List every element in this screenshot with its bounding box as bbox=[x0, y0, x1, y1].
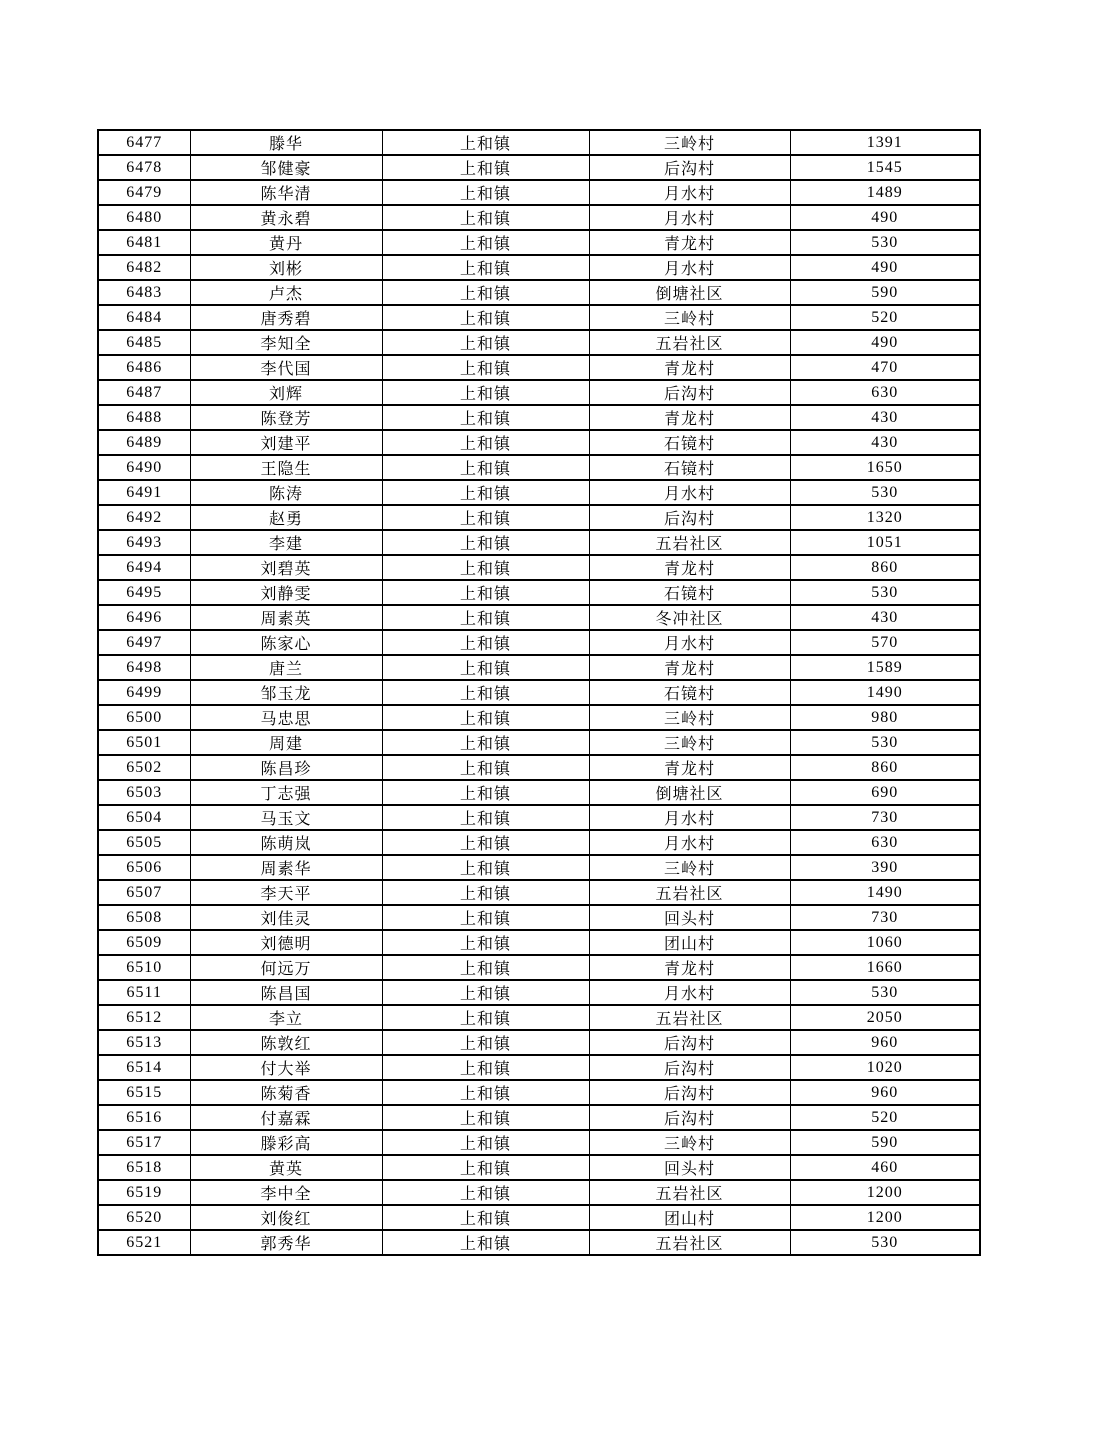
cell-village: 后沟村 bbox=[589, 1080, 790, 1105]
table-row bbox=[98, 130, 980, 155]
cell-name: 陈家心 bbox=[190, 630, 382, 655]
table-row bbox=[98, 780, 980, 805]
cell-village: 月水村 bbox=[589, 805, 790, 830]
table-row bbox=[98, 1155, 980, 1180]
table-row bbox=[98, 1205, 980, 1230]
cell-name: 陈登芳 bbox=[190, 405, 382, 430]
cell-name: 陈菊香 bbox=[190, 1080, 382, 1105]
cell-name: 刘碧英 bbox=[190, 555, 382, 580]
table-row bbox=[98, 880, 980, 905]
cell-amount: 690 bbox=[790, 780, 980, 805]
cell-village: 青龙村 bbox=[589, 955, 790, 980]
cell-village: 青龙村 bbox=[589, 355, 790, 380]
cell-town: 上和镇 bbox=[382, 530, 589, 555]
cell-village: 冬冲社区 bbox=[589, 605, 790, 630]
cell-amount: 960 bbox=[790, 1080, 980, 1105]
cell-town: 上和镇 bbox=[382, 555, 589, 580]
cell-serial-no: 6513 bbox=[98, 1030, 190, 1055]
cell-name: 丁志强 bbox=[190, 780, 382, 805]
cell-village: 三岭村 bbox=[589, 130, 790, 155]
cell-serial-no: 6498 bbox=[98, 655, 190, 680]
cell-town: 上和镇 bbox=[382, 730, 589, 755]
cell-name: 刘彬 bbox=[190, 255, 382, 280]
table-row bbox=[98, 155, 980, 180]
cell-name: 周建 bbox=[190, 730, 382, 755]
cell-town: 上和镇 bbox=[382, 830, 589, 855]
cell-town: 上和镇 bbox=[382, 280, 589, 305]
cell-serial-no: 6505 bbox=[98, 830, 190, 855]
cell-name: 陈涛 bbox=[190, 480, 382, 505]
cell-village: 石镜村 bbox=[589, 680, 790, 705]
cell-serial-no: 6484 bbox=[98, 305, 190, 330]
cell-amount: 530 bbox=[790, 730, 980, 755]
cell-town: 上和镇 bbox=[382, 1055, 589, 1080]
cell-town: 上和镇 bbox=[382, 1130, 589, 1155]
cell-amount: 430 bbox=[790, 605, 980, 630]
cell-town: 上和镇 bbox=[382, 1180, 589, 1205]
table-row bbox=[98, 655, 980, 680]
cell-amount: 1051 bbox=[790, 530, 980, 555]
cell-town: 上和镇 bbox=[382, 255, 589, 280]
cell-village: 月水村 bbox=[589, 205, 790, 230]
cell-village: 月水村 bbox=[589, 630, 790, 655]
cell-name: 唐兰 bbox=[190, 655, 382, 680]
cell-amount: 520 bbox=[790, 305, 980, 330]
cell-amount: 1060 bbox=[790, 930, 980, 955]
cell-village: 三岭村 bbox=[589, 705, 790, 730]
table-row bbox=[98, 1130, 980, 1155]
cell-serial-no: 6483 bbox=[98, 280, 190, 305]
cell-serial-no: 6512 bbox=[98, 1005, 190, 1030]
cell-amount: 1391 bbox=[790, 130, 980, 155]
cell-amount: 460 bbox=[790, 1155, 980, 1180]
cell-serial-no: 6492 bbox=[98, 505, 190, 530]
cell-name: 刘辉 bbox=[190, 380, 382, 405]
cell-amount: 980 bbox=[790, 705, 980, 730]
cell-name: 刘俊红 bbox=[190, 1205, 382, 1230]
cell-village: 后沟村 bbox=[589, 1030, 790, 1055]
cell-name: 邹健豪 bbox=[190, 155, 382, 180]
cell-amount: 530 bbox=[790, 1230, 980, 1255]
cell-village: 回头村 bbox=[589, 905, 790, 930]
cell-town: 上和镇 bbox=[382, 205, 589, 230]
cell-serial-no: 6488 bbox=[98, 405, 190, 430]
cell-village: 五岩社区 bbox=[589, 1005, 790, 1030]
table-row bbox=[98, 455, 980, 480]
cell-amount: 1589 bbox=[790, 655, 980, 680]
cell-name: 周素华 bbox=[190, 855, 382, 880]
table-row bbox=[98, 555, 980, 580]
cell-name: 陈敦红 bbox=[190, 1030, 382, 1055]
cell-village: 石镜村 bbox=[589, 580, 790, 605]
cell-amount: 1490 bbox=[790, 880, 980, 905]
cell-town: 上和镇 bbox=[382, 905, 589, 930]
cell-name: 赵勇 bbox=[190, 505, 382, 530]
cell-amount: 1650 bbox=[790, 455, 980, 480]
cell-village: 倒塘社区 bbox=[589, 780, 790, 805]
cell-serial-no: 6493 bbox=[98, 530, 190, 555]
cell-town: 上和镇 bbox=[382, 980, 589, 1005]
cell-name: 陈昌珍 bbox=[190, 755, 382, 780]
cell-amount: 1490 bbox=[790, 680, 980, 705]
cell-name: 陈华清 bbox=[190, 180, 382, 205]
cell-village: 后沟村 bbox=[589, 380, 790, 405]
cell-name: 马玉文 bbox=[190, 805, 382, 830]
cell-amount: 2050 bbox=[790, 1005, 980, 1030]
cell-town: 上和镇 bbox=[382, 755, 589, 780]
cell-name: 李天平 bbox=[190, 880, 382, 905]
cell-serial-no: 6500 bbox=[98, 705, 190, 730]
table-row bbox=[98, 580, 980, 605]
cell-amount: 730 bbox=[790, 905, 980, 930]
cell-village: 月水村 bbox=[589, 255, 790, 280]
table-row bbox=[98, 1230, 980, 1255]
table-row bbox=[98, 480, 980, 505]
cell-village: 三岭村 bbox=[589, 305, 790, 330]
cell-town: 上和镇 bbox=[382, 1005, 589, 1030]
cell-serial-no: 6489 bbox=[98, 430, 190, 455]
cell-town: 上和镇 bbox=[382, 680, 589, 705]
cell-town: 上和镇 bbox=[382, 605, 589, 630]
cell-name: 黄永碧 bbox=[190, 205, 382, 230]
cell-serial-no: 6497 bbox=[98, 630, 190, 655]
cell-name: 李代国 bbox=[190, 355, 382, 380]
cell-amount: 530 bbox=[790, 480, 980, 505]
cell-town: 上和镇 bbox=[382, 1030, 589, 1055]
cell-amount: 730 bbox=[790, 805, 980, 830]
cell-village: 后沟村 bbox=[589, 1055, 790, 1080]
cell-serial-no: 6496 bbox=[98, 605, 190, 630]
cell-village: 后沟村 bbox=[589, 1105, 790, 1130]
cell-village: 五岩社区 bbox=[589, 330, 790, 355]
cell-village: 后沟村 bbox=[589, 155, 790, 180]
cell-name: 周素英 bbox=[190, 605, 382, 630]
cell-amount: 630 bbox=[790, 830, 980, 855]
cell-town: 上和镇 bbox=[382, 305, 589, 330]
cell-name: 刘静雯 bbox=[190, 580, 382, 605]
cell-name: 刘佳灵 bbox=[190, 905, 382, 930]
cell-amount: 1020 bbox=[790, 1055, 980, 1080]
cell-name: 李中全 bbox=[190, 1180, 382, 1205]
cell-name: 王隐生 bbox=[190, 455, 382, 480]
cell-serial-no: 6502 bbox=[98, 755, 190, 780]
cell-amount: 590 bbox=[790, 280, 980, 305]
cell-town: 上和镇 bbox=[382, 130, 589, 155]
cell-serial-no: 6515 bbox=[98, 1080, 190, 1105]
cell-village: 团山村 bbox=[589, 1205, 790, 1230]
cell-name: 李建 bbox=[190, 530, 382, 555]
table-row bbox=[98, 1105, 980, 1130]
cell-village: 回头村 bbox=[589, 1155, 790, 1180]
table-row bbox=[98, 430, 980, 455]
cell-town: 上和镇 bbox=[382, 855, 589, 880]
cell-serial-no: 6511 bbox=[98, 980, 190, 1005]
cell-name: 李立 bbox=[190, 1005, 382, 1030]
cell-serial-no: 6508 bbox=[98, 905, 190, 930]
cell-village: 五岩社区 bbox=[589, 530, 790, 555]
cell-town: 上和镇 bbox=[382, 330, 589, 355]
cell-serial-no: 6518 bbox=[98, 1155, 190, 1180]
cell-name: 滕华 bbox=[190, 130, 382, 155]
cell-amount: 530 bbox=[790, 580, 980, 605]
cell-village: 三岭村 bbox=[589, 1130, 790, 1155]
cell-village: 五岩社区 bbox=[589, 1180, 790, 1205]
cell-town: 上和镇 bbox=[382, 230, 589, 255]
table-row bbox=[98, 855, 980, 880]
cell-village: 月水村 bbox=[589, 480, 790, 505]
cell-amount: 630 bbox=[790, 380, 980, 405]
cell-village: 石镜村 bbox=[589, 430, 790, 455]
cell-town: 上和镇 bbox=[382, 580, 589, 605]
cell-serial-no: 6480 bbox=[98, 205, 190, 230]
cell-town: 上和镇 bbox=[382, 355, 589, 380]
cell-name: 邹玉龙 bbox=[190, 680, 382, 705]
cell-village: 月水村 bbox=[589, 830, 790, 855]
cell-serial-no: 6516 bbox=[98, 1105, 190, 1130]
cell-amount: 960 bbox=[790, 1030, 980, 1055]
table-row bbox=[98, 380, 980, 405]
cell-town: 上和镇 bbox=[382, 155, 589, 180]
cell-amount: 430 bbox=[790, 430, 980, 455]
table-row bbox=[98, 1080, 980, 1105]
table-row bbox=[98, 230, 980, 255]
table-row bbox=[98, 830, 980, 855]
cell-amount: 1545 bbox=[790, 155, 980, 180]
cell-amount: 1489 bbox=[790, 180, 980, 205]
cell-amount: 490 bbox=[790, 330, 980, 355]
records-table bbox=[97, 129, 981, 1256]
cell-serial-no: 6506 bbox=[98, 855, 190, 880]
cell-town: 上和镇 bbox=[382, 1080, 589, 1105]
table-row bbox=[98, 355, 980, 380]
cell-name: 何远万 bbox=[190, 955, 382, 980]
cell-serial-no: 6520 bbox=[98, 1205, 190, 1230]
cell-town: 上和镇 bbox=[382, 455, 589, 480]
table-row bbox=[98, 955, 980, 980]
cell-serial-no: 6479 bbox=[98, 180, 190, 205]
cell-town: 上和镇 bbox=[382, 405, 589, 430]
cell-serial-no: 6517 bbox=[98, 1130, 190, 1155]
table-row bbox=[98, 255, 980, 280]
cell-town: 上和镇 bbox=[382, 705, 589, 730]
cell-serial-no: 6509 bbox=[98, 930, 190, 955]
cell-amount: 860 bbox=[790, 555, 980, 580]
cell-name: 黄丹 bbox=[190, 230, 382, 255]
cell-village: 青龙村 bbox=[589, 230, 790, 255]
cell-name: 刘建平 bbox=[190, 430, 382, 455]
cell-town: 上和镇 bbox=[382, 1155, 589, 1180]
cell-serial-no: 6494 bbox=[98, 555, 190, 580]
cell-serial-no: 6507 bbox=[98, 880, 190, 905]
cell-town: 上和镇 bbox=[382, 955, 589, 980]
cell-name: 卢杰 bbox=[190, 280, 382, 305]
table-row bbox=[98, 1005, 980, 1030]
cell-serial-no: 6486 bbox=[98, 355, 190, 380]
cell-town: 上和镇 bbox=[382, 180, 589, 205]
table-row bbox=[98, 630, 980, 655]
cell-village: 倒塘社区 bbox=[589, 280, 790, 305]
cell-town: 上和镇 bbox=[382, 1205, 589, 1230]
cell-amount: 390 bbox=[790, 855, 980, 880]
cell-serial-no: 6503 bbox=[98, 780, 190, 805]
cell-amount: 490 bbox=[790, 205, 980, 230]
table-row bbox=[98, 205, 980, 230]
table-row bbox=[98, 1030, 980, 1055]
cell-amount: 530 bbox=[790, 230, 980, 255]
cell-amount: 1660 bbox=[790, 955, 980, 980]
cell-serial-no: 6490 bbox=[98, 455, 190, 480]
cell-serial-no: 6485 bbox=[98, 330, 190, 355]
table-row bbox=[98, 705, 980, 730]
table-row bbox=[98, 905, 980, 930]
cell-village: 月水村 bbox=[589, 180, 790, 205]
cell-town: 上和镇 bbox=[382, 505, 589, 530]
cell-amount: 490 bbox=[790, 255, 980, 280]
cell-village: 青龙村 bbox=[589, 555, 790, 580]
cell-amount: 430 bbox=[790, 405, 980, 430]
records-tbody bbox=[98, 130, 980, 1255]
table-row bbox=[98, 930, 980, 955]
cell-serial-no: 6491 bbox=[98, 480, 190, 505]
cell-town: 上和镇 bbox=[382, 430, 589, 455]
cell-village: 三岭村 bbox=[589, 855, 790, 880]
table-row bbox=[98, 305, 980, 330]
cell-name: 马忠思 bbox=[190, 705, 382, 730]
cell-village: 三岭村 bbox=[589, 730, 790, 755]
cell-village: 青龙村 bbox=[589, 655, 790, 680]
cell-village: 青龙村 bbox=[589, 405, 790, 430]
table-row bbox=[98, 180, 980, 205]
cell-village: 五岩社区 bbox=[589, 880, 790, 905]
table-row bbox=[98, 730, 980, 755]
cell-serial-no: 6495 bbox=[98, 580, 190, 605]
cell-serial-no: 6514 bbox=[98, 1055, 190, 1080]
cell-serial-no: 6510 bbox=[98, 955, 190, 980]
cell-name: 付大举 bbox=[190, 1055, 382, 1080]
cell-village: 后沟村 bbox=[589, 505, 790, 530]
cell-town: 上和镇 bbox=[382, 380, 589, 405]
cell-village: 石镜村 bbox=[589, 455, 790, 480]
cell-amount: 860 bbox=[790, 755, 980, 780]
cell-name: 李知全 bbox=[190, 330, 382, 355]
cell-town: 上和镇 bbox=[382, 630, 589, 655]
cell-name: 唐秀碧 bbox=[190, 305, 382, 330]
cell-serial-no: 6478 bbox=[98, 155, 190, 180]
table-row bbox=[98, 280, 980, 305]
table-row bbox=[98, 980, 980, 1005]
cell-serial-no: 6501 bbox=[98, 730, 190, 755]
cell-town: 上和镇 bbox=[382, 1105, 589, 1130]
cell-amount: 1200 bbox=[790, 1180, 980, 1205]
cell-serial-no: 6481 bbox=[98, 230, 190, 255]
cell-name: 郭秀华 bbox=[190, 1230, 382, 1255]
cell-amount: 470 bbox=[790, 355, 980, 380]
cell-serial-no: 6482 bbox=[98, 255, 190, 280]
table-row bbox=[98, 805, 980, 830]
cell-amount: 530 bbox=[790, 980, 980, 1005]
cell-town: 上和镇 bbox=[382, 930, 589, 955]
cell-amount: 570 bbox=[790, 630, 980, 655]
table-row bbox=[98, 1055, 980, 1080]
cell-serial-no: 6487 bbox=[98, 380, 190, 405]
cell-name: 陈萌岚 bbox=[190, 830, 382, 855]
cell-town: 上和镇 bbox=[382, 655, 589, 680]
cell-serial-no: 6504 bbox=[98, 805, 190, 830]
table-row bbox=[98, 1180, 980, 1205]
table-row bbox=[98, 680, 980, 705]
cell-amount: 1320 bbox=[790, 505, 980, 530]
table-row bbox=[98, 530, 980, 555]
cell-serial-no: 6477 bbox=[98, 130, 190, 155]
cell-town: 上和镇 bbox=[382, 780, 589, 805]
table-row bbox=[98, 755, 980, 780]
table-row bbox=[98, 605, 980, 630]
cell-amount: 1200 bbox=[790, 1205, 980, 1230]
cell-name: 陈昌国 bbox=[190, 980, 382, 1005]
cell-village: 团山村 bbox=[589, 930, 790, 955]
cell-village: 月水村 bbox=[589, 980, 790, 1005]
cell-amount: 520 bbox=[790, 1105, 980, 1130]
cell-serial-no: 6521 bbox=[98, 1230, 190, 1255]
cell-name: 付嘉霖 bbox=[190, 1105, 382, 1130]
cell-town: 上和镇 bbox=[382, 805, 589, 830]
cell-village: 五岩社区 bbox=[589, 1230, 790, 1255]
cell-amount: 590 bbox=[790, 1130, 980, 1155]
table-row bbox=[98, 330, 980, 355]
cell-name: 刘德明 bbox=[190, 930, 382, 955]
cell-town: 上和镇 bbox=[382, 480, 589, 505]
cell-name: 黄英 bbox=[190, 1155, 382, 1180]
cell-serial-no: 6499 bbox=[98, 680, 190, 705]
cell-serial-no: 6519 bbox=[98, 1180, 190, 1205]
cell-name: 滕彩高 bbox=[190, 1130, 382, 1155]
cell-village: 青龙村 bbox=[589, 755, 790, 780]
cell-town: 上和镇 bbox=[382, 1230, 589, 1255]
cell-town: 上和镇 bbox=[382, 880, 589, 905]
table-row bbox=[98, 405, 980, 430]
table-row bbox=[98, 505, 980, 530]
